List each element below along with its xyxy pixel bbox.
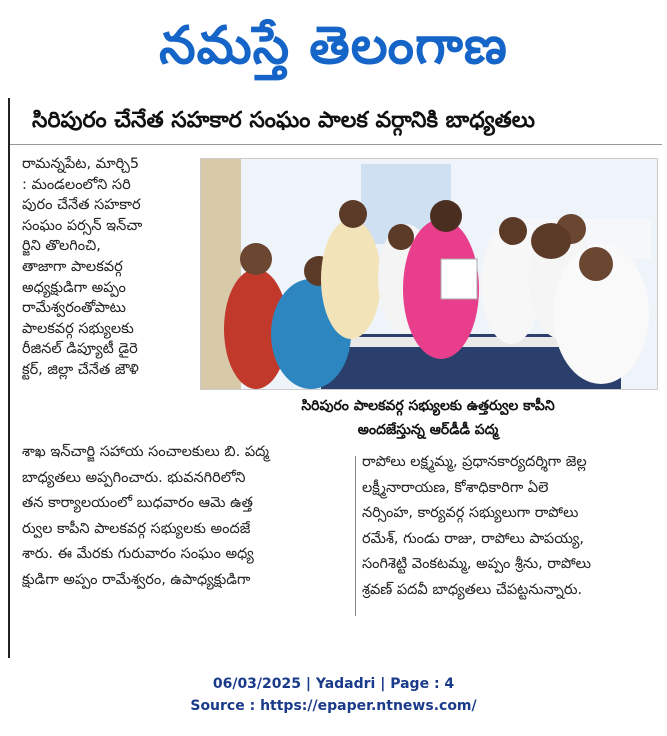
caption-line: సిరిపురం పాలకవర్గ సభ్యులకు ఉత్తర్వుల కాపీని	[301, 398, 555, 414]
body-line: క్టర్, జిల్లా చేనేత జౌళి	[22, 361, 139, 378]
body-line: అధ్యక్షుడిగా అప్పం	[22, 279, 126, 296]
photo-caption	[200, 394, 656, 442]
body-line: శాఖ ఇన్‌చార్జి సహాయ సంచాలకులు బి. పద్మ	[22, 444, 270, 460]
caption-line: అందజేస్తున్న ఆర్‌డీడీ పద్మ	[357, 422, 499, 438]
body-line: ర్జిని తొలగించి,	[22, 238, 101, 255]
body-line: ర్వుల కాపీని పాలకవర్గ సభ్యులకు అందజే	[22, 520, 251, 537]
body-line: సంగిశెట్టి వెంకటమ్మ, అప్పం శ్రీను, రాపోలు	[362, 556, 591, 572]
article-headline: సిరిపురం చేనేత సహకార సంఘం పాలక వర్గానికి బాధ్యతలు	[32, 108, 535, 133]
article-clipping	[8, 98, 662, 658]
body-line: తన కార్యాలయంలో బుధవారం ఆమె ఉత్త	[22, 495, 253, 511]
body-line: క్షుడిగా అప్పం రామేశ్వరం, ఉపాధ్యక్షుడిగా	[22, 571, 251, 588]
body-line: రీజినల్ డిప్యూటీ డైరె	[22, 341, 138, 358]
news-photo	[200, 158, 658, 390]
body-line: రాపోలు లక్ష్మమ్మ, ప్రధానకార్యదర్శిగా జెల్ల	[362, 454, 587, 470]
left-column	[22, 154, 212, 381]
body-line: శ్రవణ్ పదవీ బాధ్యతలు చేపట్టనున్నారు.	[362, 581, 583, 598]
body-line: శారు. ఈ మేరకు గురువారం సంఘం అధ్య	[22, 546, 254, 562]
bottom-left-column	[22, 440, 352, 593]
body-line: లక్ష్మీనారాయణ, కోశాధికారిగా ఏలె	[362, 479, 549, 496]
body-line: నర్సింహ, కార్యవర్గ సభ్యులుగా రాపోలు	[362, 505, 579, 521]
footer-date-edition: 06/03/2025 | Yadadri | Page : 4	[212, 676, 455, 692]
body-line: బాధ్యతలు అప్పగించారు. భువనగిరిలోని	[22, 469, 246, 486]
newspaper-logo: నమస్తే తెలంగాణ	[159, 16, 508, 76]
column-divider	[355, 456, 356, 616]
footer-source: Source : https://epaper.ntnews.com/	[190, 698, 477, 714]
body-line: తాజాగా పాలకవర్గ	[22, 258, 123, 275]
body-line: రామేశ్వరంతోపాటు	[22, 300, 126, 317]
body-line: పురం చేనేత సహకార	[22, 197, 141, 214]
photo-illustration	[201, 159, 657, 389]
body-line: పాలకవర్గ సభ్యులకు	[22, 320, 134, 337]
body-line: : మండలంలోని సరి	[22, 176, 131, 193]
masthead	[0, 0, 667, 92]
body-line: రమేశ్, గుండు రాజు, రాపోలు పాపయ్య,	[362, 530, 584, 547]
body-line: రామన్నపేట, మార్చి5	[22, 156, 140, 172]
bottom-right-column	[362, 450, 656, 603]
body-line: సంఘం పర్సన్ ఇన్‌చా	[22, 217, 143, 234]
headline-bar	[10, 98, 662, 145]
